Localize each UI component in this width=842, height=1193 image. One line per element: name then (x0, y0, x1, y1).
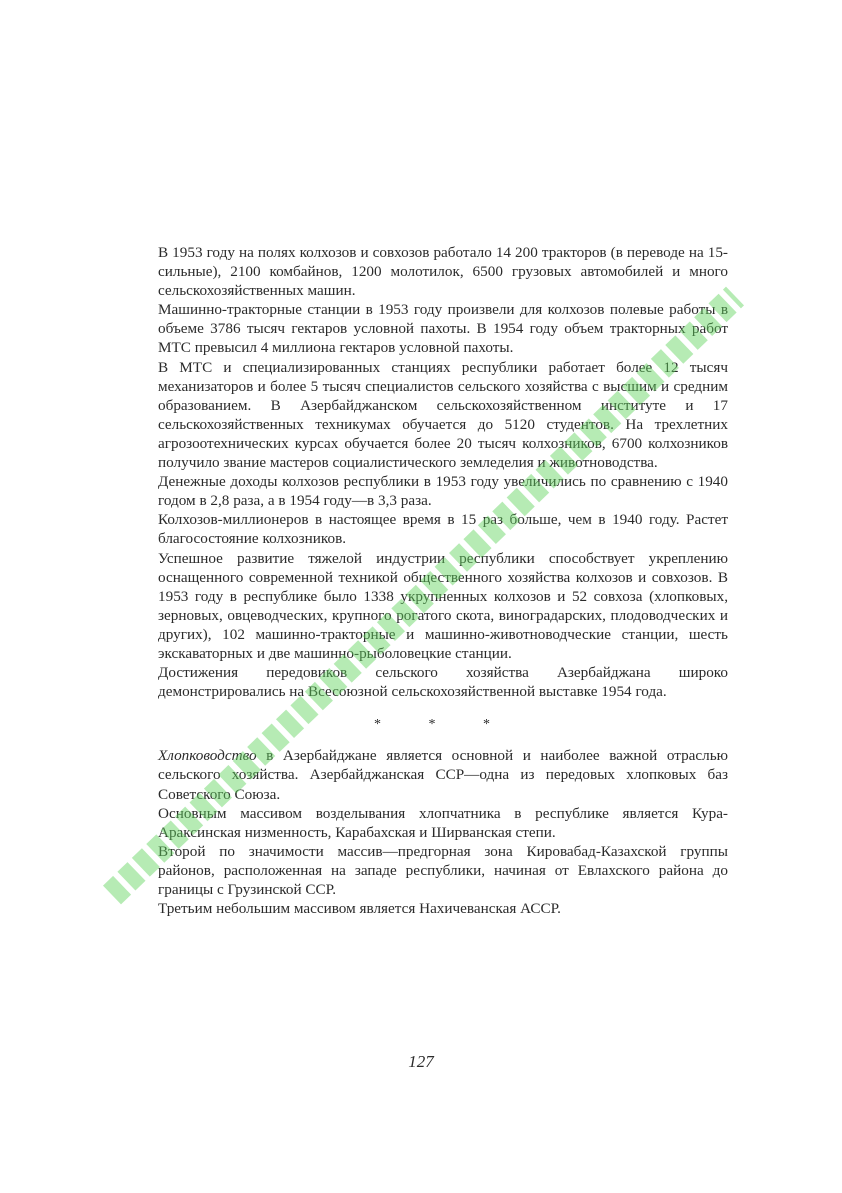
paragraph: Машинно-тракторные станции в 1953 году произвели для колхозов полевые работы в объеме 3786 тысяч гектаров условной пахоты. В 1954 году объем тракторных работ МТС превысил 4 миллиона гектаров условной пахоты. (158, 301, 728, 357)
paragraph: Достижения передовиков сельского хозяйства Азербайджана широко демонстрировались на Всесоюзной сельскохозяйственной выставке 1954 года. (158, 664, 728, 701)
paragraph: Основным массивом возделывания хлопчатника в республике является Кура-Араксинская низменность, Карабахская и Ширванская степи. (158, 804, 728, 841)
paragraph (158, 746, 728, 803)
section-separator: * * * (374, 717, 512, 733)
paragraph: В МТС и специализированных станциях республики работает более 12 тысяч механизаторов и более 5 тысяч специалистов сельского хозяйства с высшим и средним образованием. В Азербайджанском сельскохозяйственном институте и 17 сельскохозяйственных техникумах обучается до 5120 студентов. На трехлетних агрозоотехнических курсах обучается более 20 тысяч колхозников, 6700 колхозников получило звание мастеров социалистического земледелия и животноводства. (158, 358, 728, 472)
page-body (158, 243, 728, 918)
page-number: 127 (408, 1052, 434, 1071)
paragraph: В 1953 году на полях колхозов и совхозов работало 14 200 тракторов (в переводе на 15-сильные), 2100 комбайнов, 1200 молотилок, 6500 грузовых автомобилей и много сельскохозяйственных машин. (158, 244, 728, 300)
lead-text: в Азербайджане является основной и наиболее важной отраслью сельского хозяйства. Азербайджанская ССР—одна из передовых хлопковых баз Советского Союза. (158, 747, 728, 803)
paragraph: Колхозов-миллионеров в настоящее время в 15 раз больше, чем в 1940 году. Растет благосостояние колхозников. (158, 511, 728, 548)
paragraph: Третьим небольшим массивом является Нахичеванская АССР. (158, 900, 561, 918)
paragraph: Второй по значимости массив—предгорная зона Кировабад-Казахской группы районов, расположенная на западе республики, начиная от Евлахского района до границы с Грузинской ССР. (158, 842, 728, 898)
paragraph: Успешное развитие тяжелой индустрии республики способствует укреплению оснащенного современной техникой общественного хозяйства колхозов и совхозов. В 1953 году в республике было 1338 укрупненных колхозов и 52 совхоза (хлопковых, зерновых, овцеводческих, крупного рогатого скота, виноградарских, плодоводческих и других), 102 машинно-тракторные и машинно-животноводческие станции, шесть экскаваторных и две машинно-рыболовецкие станции. (158, 549, 728, 662)
paragraph: Денежные доходы колхозов республики в 1953 году увеличились по сравнению с 1940 годом в 2,8 раза, а в 1954 году—в 3,3 раза. (158, 473, 728, 510)
lead-term: Хлопководство (158, 747, 257, 765)
